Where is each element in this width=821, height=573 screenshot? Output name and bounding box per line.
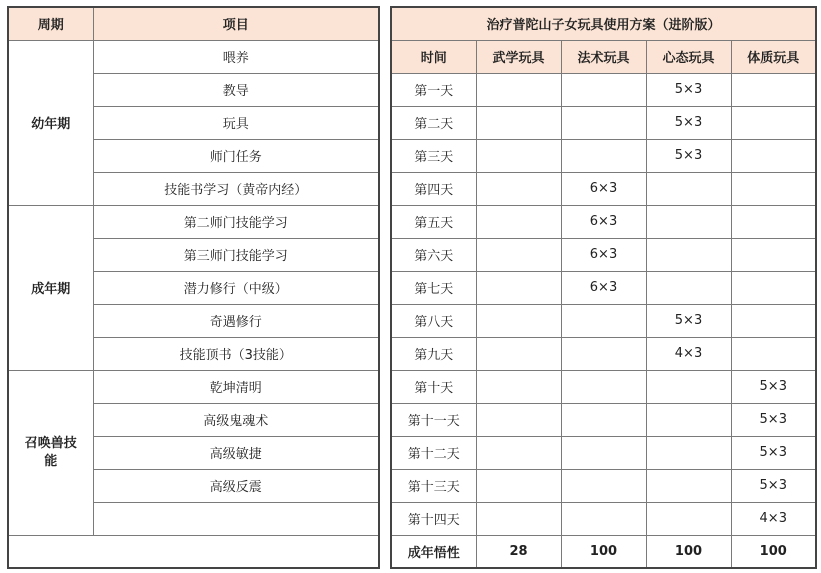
column-header-row <box>391 40 816 73</box>
martial-toy-cell <box>476 370 561 403</box>
magic-toy-cell: 6×3 <box>561 271 646 304</box>
magic-toy-cell <box>561 370 646 403</box>
schedule-row <box>391 370 816 403</box>
schedule-row <box>391 304 816 337</box>
magic-toy-cell <box>561 139 646 172</box>
schedule-rows <box>391 73 816 535</box>
item-cell: 第三师门技能学习 <box>93 238 379 271</box>
physique-toy-cell <box>731 172 816 205</box>
martial-toy-cell <box>476 469 561 502</box>
item-cell: 技能顶书（3技能） <box>93 337 379 370</box>
day-cell: 第二天 <box>391 106 476 139</box>
group-summon-skills <box>8 370 93 535</box>
mind-toy-cell: 5×3 <box>646 73 731 106</box>
item-cell: 高级敏捷 <box>93 436 379 469</box>
physique-toy-cell <box>731 139 816 172</box>
martial-toy-cell <box>476 139 561 172</box>
magic-toy-cell <box>561 304 646 337</box>
physique-toy-cell <box>731 271 816 304</box>
schedule-row <box>391 271 816 304</box>
magic-toy-cell <box>561 73 646 106</box>
physique-toy-cell <box>731 73 816 106</box>
schedule-row <box>391 436 816 469</box>
empty-footer-cell <box>8 535 379 568</box>
day-cell: 第九天 <box>391 337 476 370</box>
mind-toy-cell <box>646 205 731 238</box>
martial-toy-cell <box>476 106 561 139</box>
item-cell: 玩具 <box>93 106 379 139</box>
mind-toy-cell <box>646 403 731 436</box>
total-magic: 100 <box>561 535 646 568</box>
magic-toy-cell: 6×3 <box>561 238 646 271</box>
group-juvenile: 幼年期 <box>8 40 93 205</box>
col-header-time: 时间 <box>391 40 476 73</box>
martial-toy-cell <box>476 172 561 205</box>
item-cell: 师门任务 <box>93 139 379 172</box>
schedule-row <box>391 106 816 139</box>
total-martial: 28 <box>476 535 561 568</box>
day-cell: 第十一天 <box>391 403 476 436</box>
day-cell: 第六天 <box>391 238 476 271</box>
mind-toy-cell <box>646 436 731 469</box>
item-cell: 喂养 <box>93 40 379 73</box>
total-physique: 100 <box>731 535 816 568</box>
schedule-row <box>391 502 816 535</box>
item-cell: 乾坤清明 <box>93 370 379 403</box>
left-footer-row <box>8 535 379 568</box>
schedule-row <box>391 205 816 238</box>
physique-toy-cell: 5×3 <box>731 469 816 502</box>
item-cell: 奇遇修行 <box>93 304 379 337</box>
toy-plan-table <box>390 6 817 569</box>
schedule-row <box>391 403 816 436</box>
day-cell: 第十四天 <box>391 502 476 535</box>
day-cell: 第三天 <box>391 139 476 172</box>
magic-toy-cell <box>561 502 646 535</box>
mind-toy-cell <box>646 469 731 502</box>
martial-toy-cell <box>476 304 561 337</box>
col-header-magic-toy: 法术玩具 <box>561 40 646 73</box>
physique-toy-cell <box>731 304 816 337</box>
schedule-row <box>391 73 816 106</box>
martial-toy-cell <box>476 502 561 535</box>
mind-toy-cell: 5×3 <box>646 304 731 337</box>
title-row <box>391 7 816 40</box>
mind-toy-cell: 5×3 <box>646 106 731 139</box>
physique-toy-cell: 5×3 <box>731 403 816 436</box>
col-header-mind-toy: 心态玩具 <box>646 40 731 73</box>
item-cell: 高级反震 <box>93 469 379 502</box>
period-header: 周期 <box>8 7 93 40</box>
day-cell: 第一天 <box>391 73 476 106</box>
day-cell: 第十天 <box>391 370 476 403</box>
mind-toy-cell <box>646 502 731 535</box>
item-header: 项目 <box>93 7 379 40</box>
left-header-row <box>8 7 379 40</box>
item-cell: 潜力修行（中级） <box>93 271 379 304</box>
martial-toy-cell <box>476 73 561 106</box>
total-mind: 100 <box>646 535 731 568</box>
magic-toy-cell <box>561 106 646 139</box>
magic-toy-cell: 6×3 <box>561 205 646 238</box>
group-summon-skills-label: 召唤兽技能 <box>24 435 77 469</box>
martial-toy-cell <box>476 436 561 469</box>
physique-toy-cell: 5×3 <box>731 370 816 403</box>
magic-toy-cell <box>561 337 646 370</box>
physique-toy-cell <box>731 238 816 271</box>
martial-toy-cell <box>476 403 561 436</box>
martial-toy-cell <box>476 337 561 370</box>
schedule-row <box>391 238 816 271</box>
col-header-martial-toy: 武学玩具 <box>476 40 561 73</box>
item-cell: 第二师门技能学习 <box>93 205 379 238</box>
physique-toy-cell: 5×3 <box>731 436 816 469</box>
magic-toy-cell <box>561 469 646 502</box>
total-label: 成年悟性 <box>391 535 476 568</box>
magic-toy-cell <box>561 436 646 469</box>
day-cell: 第十二天 <box>391 436 476 469</box>
schedule-row <box>391 469 816 502</box>
item-cell <box>93 502 379 535</box>
item-cell: 技能书学习（黄帝内经） <box>93 172 379 205</box>
item-cell: 高级鬼魂术 <box>93 403 379 436</box>
mind-toy-cell: 4×3 <box>646 337 731 370</box>
physique-toy-cell <box>731 337 816 370</box>
physique-toy-cell <box>731 205 816 238</box>
martial-toy-cell <box>476 238 561 271</box>
mind-toy-cell: 5×3 <box>646 139 731 172</box>
magic-toy-cell: 6×3 <box>561 172 646 205</box>
care-plan-table <box>7 6 380 569</box>
physique-toy-cell: 4×3 <box>731 502 816 535</box>
mind-toy-cell <box>646 271 731 304</box>
item-cell: 教导 <box>93 73 379 106</box>
group-adult: 成年期 <box>8 205 93 370</box>
day-cell: 第七天 <box>391 271 476 304</box>
mind-toy-cell <box>646 370 731 403</box>
schedule-row <box>391 337 816 370</box>
mind-toy-cell <box>646 172 731 205</box>
schedule-row <box>391 139 816 172</box>
day-cell: 第十三天 <box>391 469 476 502</box>
total-row <box>391 535 816 568</box>
martial-toy-cell <box>476 271 561 304</box>
day-cell: 第四天 <box>391 172 476 205</box>
col-header-physique-toy: 体质玩具 <box>731 40 816 73</box>
magic-toy-cell <box>561 403 646 436</box>
day-cell: 第八天 <box>391 304 476 337</box>
mind-toy-cell <box>646 238 731 271</box>
day-cell: 第五天 <box>391 205 476 238</box>
table-title: 治疗普陀山子女玩具使用方案（进阶版） <box>391 7 816 40</box>
martial-toy-cell <box>476 205 561 238</box>
physique-toy-cell <box>731 106 816 139</box>
schedule-row <box>391 172 816 205</box>
